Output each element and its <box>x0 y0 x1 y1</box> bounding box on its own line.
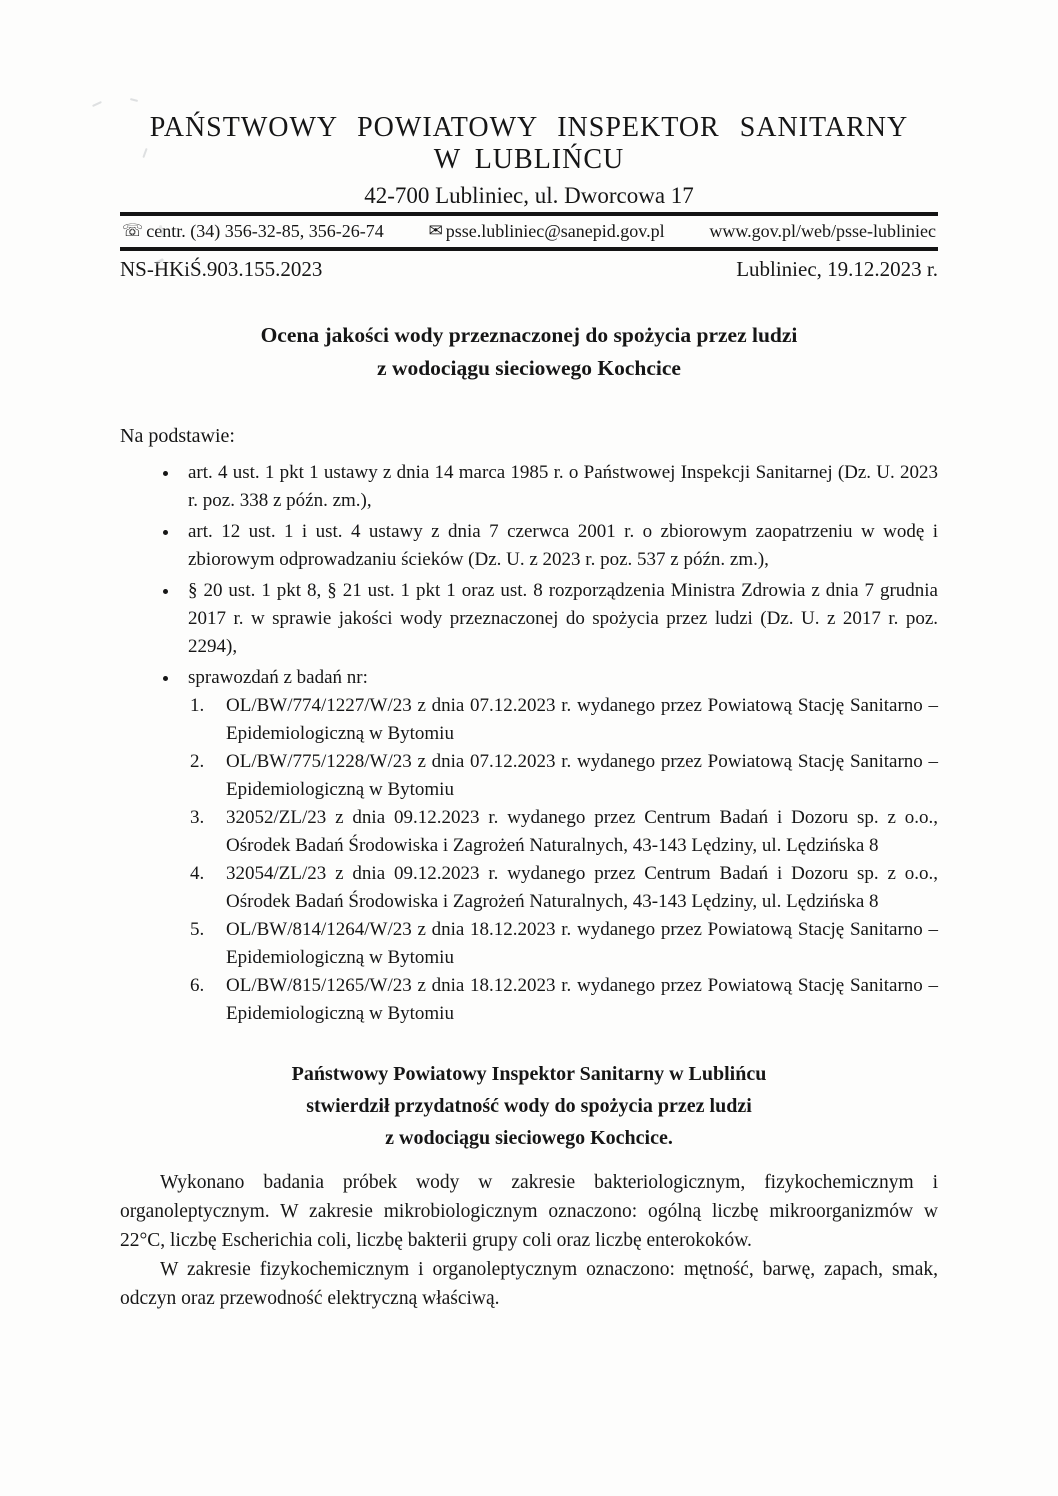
report-item <box>190 692 938 748</box>
report-item <box>190 916 938 972</box>
document-title-line1: Ocena jakości wody przeznaczonej do spożycia przez ludzi <box>260 323 798 347</box>
legal-basis-list <box>120 459 938 1028</box>
reports-intro: sprawozdań z badań nr: <box>188 667 368 688</box>
place-and-date: Lubliniec, 19.12.2023 r. <box>736 257 938 281</box>
report-item <box>190 748 938 804</box>
document-title <box>120 319 938 385</box>
report-number: 3. <box>190 807 205 828</box>
legal-basis-item: • art. 4 ust. 1 pkt 1 ustawy z dnia 14 marca 1985 r. o Państwowej Inspekcji Sanitarnej (Dz. U. 2023 r. poz. 338 z późn. zm.), <box>180 459 938 515</box>
report-number: 4. <box>190 863 205 884</box>
org-name-line1: PAŃSTWOWY POWIATOWY INSPEKTOR SANITARNY <box>149 112 909 143</box>
report-item <box>190 860 938 916</box>
report-text: OL/BW/814/1264/W/23 z dnia 18.12.2023 r. wydanego przez Powiatową Stację Sanitarno – Epidemiologiczną w Bytomiu <box>226 919 938 968</box>
reference-row <box>120 255 938 283</box>
document-title-line2: z wodociągu sieciowego Kochcice <box>377 356 681 380</box>
legal-basis-item: • § 20 ust. 1 pkt 8, § 21 ust. 1 pkt 1 oraz ust. 8 rozporządzenia Ministra Zdrowia z dnia 7 grudnia 2017 r. w sprawie jakości wody przeznaczonej do spożycia przez ludzi (Dz. U. z 2017 r. poz. 2294), <box>180 577 938 661</box>
legal-basis-item: • art. 12 ust. 1 i ust. 4 ustawy z dnia 7 czerwca 2001 r. o zbiorowym zaopatrzeniu w wodę i zbiorowym odprowadzaniu ścieków (Dz. U. z 2023 r. poz. 537 z późn. zm.), <box>180 518 938 574</box>
website-url: www.gov.pl/web/psse-lubliniec <box>709 221 936 241</box>
legal-basis-item <box>180 664 938 1028</box>
report-number: 1. <box>190 695 205 716</box>
report-number: 6. <box>190 975 205 996</box>
report-number: 5. <box>190 919 205 940</box>
phone-number: centr. (34) 356-32-85, 356-26-74 <box>146 221 384 241</box>
decision-statement <box>120 1058 938 1154</box>
report-text: OL/BW/815/1265/W/23 z dnia 18.12.2023 r. wydanego przez Powiatową Stację Sanitarno – Epidemiologiczną w Bytomiu <box>226 975 938 1024</box>
header-rule-bottom <box>120 247 938 251</box>
paragraph-scope-microbiology: Wykonano badania próbek wody w zakresie bakteriologicznym, fizykochemicznym i organoleptycznym. W zakresie mikrobiologicznym oznaczono: ogólną liczbę mikroorganizmów w 22°C, liczbę Escherichia coli, liczbę bakterii grupy coli oraz liczbę enterokoków. <box>120 1172 938 1251</box>
email-contact <box>428 218 664 244</box>
email-icon: ✉ <box>428 221 443 241</box>
report-text: OL/BW/775/1228/W/23 z dnia 07.12.2023 r. wydanego przez Powiatową Stację Sanitarno – Epidemiologiczną w Bytomiu <box>226 751 938 800</box>
report-text: OL/BW/774/1227/W/23 z dnia 07.12.2023 r. wydanego przez Powiatową Stację Sanitarno – Epidemiologiczną w Bytomiu <box>226 695 938 744</box>
report-item <box>190 972 938 1028</box>
reports-list <box>188 692 938 1028</box>
report-item <box>190 804 938 860</box>
basis-intro: Na podstawie: <box>120 425 235 447</box>
report-text: 32054/ZL/23 z dnia 09.12.2023 r. wydanego przez Centrum Badań i Dozoru sp. z o.o., Ośrodek Badań Środowiska i Zagrożeń Naturalnych, 43-143 Lędziny, ul. Lędzińska 8 <box>226 863 938 912</box>
paragraph-scope-physicochemical: W zakresie fizykochemicznym i organoleptycznym oznaczono: mętność, barwę, zapach, smak, odczyn oraz przewodność elektryczną właściwą. <box>120 1259 938 1309</box>
body-paragraphs <box>120 1168 938 1313</box>
decision-statement-line3: z wodociągu sieciowego Kochcice. <box>385 1127 673 1149</box>
phone-icon: ☏ <box>122 221 144 241</box>
decision-statement-line1: Państwowy Powiatowy Inspektor Sanitarny w Lublińcu <box>291 1063 767 1085</box>
org-address: 42-700 Lubliniec, ul. Dworcowa 17 <box>364 183 694 208</box>
report-text: 32052/ZL/23 z dnia 09.12.2023 r. wydanego przez Centrum Badań i Dozoru sp. z o.o., Ośrodek Badań Środowiska i Zagrożeń Naturalnych, 43-143 Lędziny, ul. Lędzińska 8 <box>226 807 938 856</box>
contact-row <box>120 216 938 246</box>
org-name-line2: W LUBLIŃCU <box>433 144 625 175</box>
decision-statement-line2: stwierdził przydatność wody do spożycia przez ludzi <box>306 1095 752 1117</box>
email-address: psse.lubliniec@sanepid.gov.pl <box>445 221 665 241</box>
reference-number: NS-HKiŚ.903.155.2023 <box>120 257 323 281</box>
report-number: 2. <box>190 751 205 772</box>
